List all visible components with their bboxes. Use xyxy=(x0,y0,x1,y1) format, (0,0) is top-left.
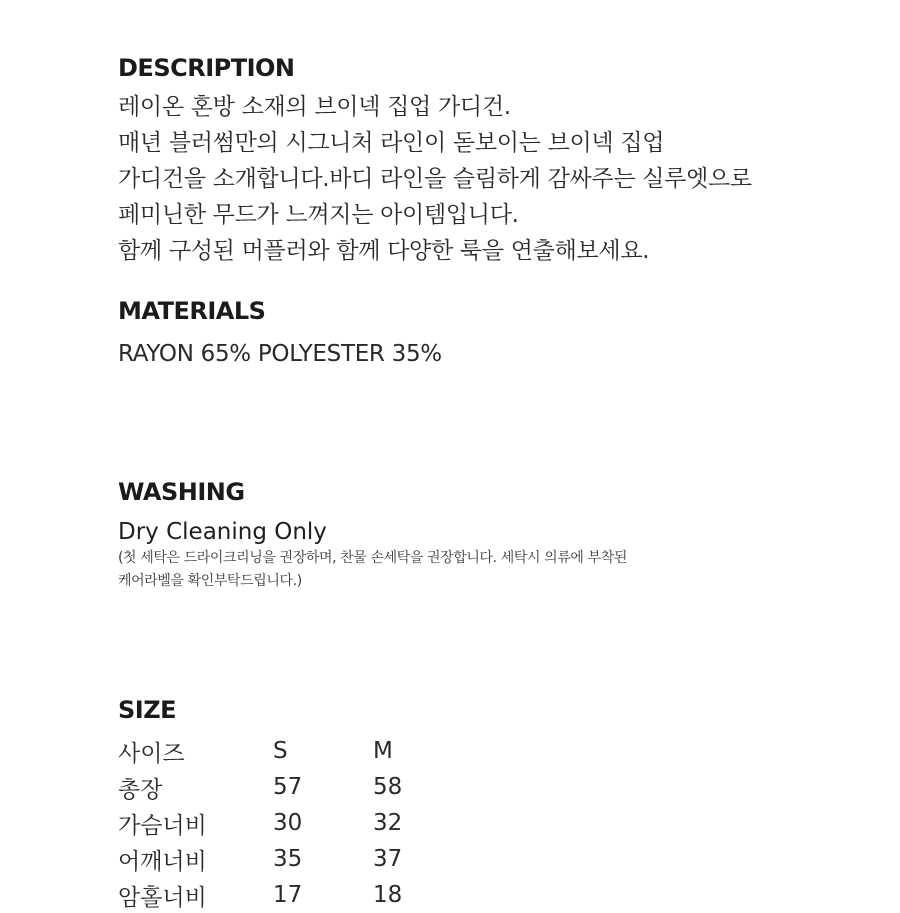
description-line: 매년 블러썸만의 시그니처 라인이 돋보이는 브이넥 집업 xyxy=(118,130,665,156)
size-row-label: 총장 xyxy=(118,776,163,803)
size-header-cell: 사이즈 xyxy=(118,740,185,767)
product-detail-page xyxy=(118,0,900,911)
size-row-label: 암홀너비 xyxy=(118,884,207,911)
size-heading: SIZE xyxy=(118,696,177,724)
size-header-cell: M xyxy=(373,738,393,764)
size-cell: 18 xyxy=(373,882,403,908)
size-cell: 17 xyxy=(273,882,303,908)
description-heading: DESCRIPTION xyxy=(118,54,295,82)
description-text xyxy=(118,89,752,269)
table-row xyxy=(118,841,433,877)
size-header-cell: S xyxy=(273,738,288,764)
size-cell: 30 xyxy=(273,810,303,836)
size-table xyxy=(118,733,433,913)
table-row xyxy=(118,877,433,913)
washing-heading: WASHING xyxy=(118,478,245,506)
size-cell: 57 xyxy=(273,774,303,800)
size-cell: 35 xyxy=(273,846,303,872)
size-cell: 37 xyxy=(373,846,403,872)
size-row-label: 가슴너비 xyxy=(118,812,207,839)
size-cell: 58 xyxy=(373,774,403,800)
materials-heading: MATERIALS xyxy=(118,297,266,325)
materials-text: RAYON 65% POLYESTER 35% xyxy=(118,341,442,367)
description-line: 페미닌한 무드가 느껴지는 아이템입니다. xyxy=(118,202,519,228)
description-line: 함께 구성된 머플러와 함께 다양한 룩을 연출해보세요. xyxy=(118,238,650,264)
table-row xyxy=(118,805,433,841)
size-row-label: 어깨너비 xyxy=(118,848,207,875)
washing-text: Dry Cleaning Only xyxy=(118,519,327,545)
description-line: 레이온 혼방 소재의 브이넥 집업 가디건. xyxy=(118,94,511,120)
size-cell: 32 xyxy=(373,810,403,836)
washing-note-line: 케어라벨을 확인부탁드립니다.) xyxy=(118,573,302,589)
description-line: 가디건을 소개합니다.바디 라인을 슬림하게 감싸주는 실루엣으로 xyxy=(118,166,752,192)
size-table-header-row xyxy=(118,733,433,769)
table-row xyxy=(118,769,433,805)
washing-note-line: (첫 세탁은 드라이크리닝을 권장하며, 찬물 손세탁을 권장합니다. 세탁시 의류에 부착된 xyxy=(118,550,627,566)
washing-note xyxy=(118,547,627,593)
